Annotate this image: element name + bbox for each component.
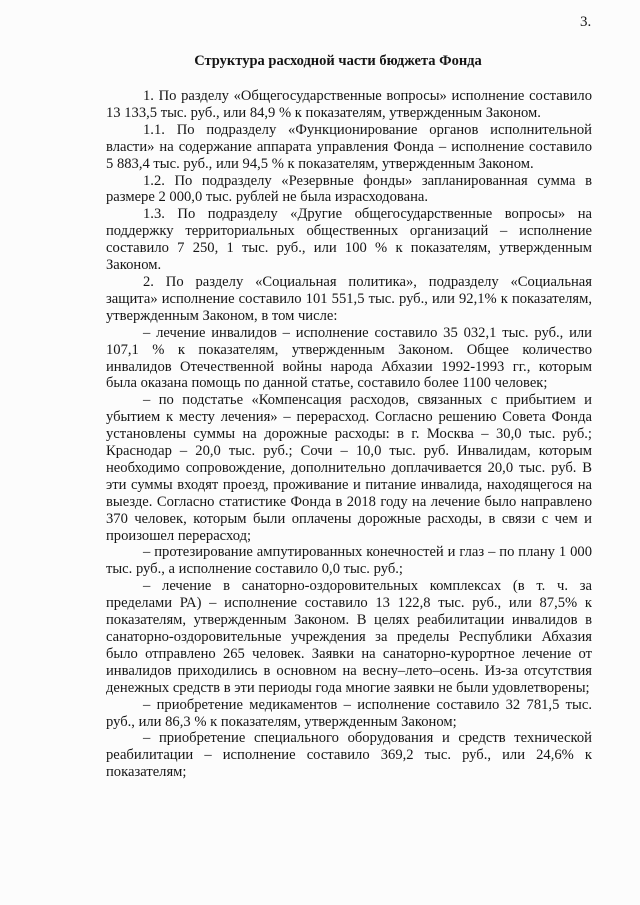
document-body <box>106 88 592 781</box>
bullet-equipment: – приобретение специального оборудования и средств технической реабилитации – исполнение составило 369,2 тыс. руб., или 24,6% к показателям; <box>106 730 592 781</box>
bullet-travel-compensation: – по подстатье «Компенсация расходов, связанных с прибытием и убытием к месту лечения» – перерасход. Согласно решению Совета Фонда установлены суммы на дорожные расходы: в г. Москва – 30,0 тыс. руб.; Краснодар – 20,0 тыс. руб.; Сочи – 10,0 тыс. руб. Инвалидам, которым необходимо сопровождение, дополнительно доплачивается 20,0 тыс. руб. В эти суммы входят проезд, проживание и питание инвалида, находящегося на выезде. Согласно статистике Фонда в 2018 году на лечение было направлено 370 человек, которым были оплачены дорожные расходы, в связи с чем и произошел перерасход; <box>106 392 592 544</box>
paragraph-1-3: 1.3. По подразделу «Другие общегосударственные вопросы» на поддержку территориальных общественных организаций – исполнение составило 7 250, 1 тыс. руб., или 100 % к показателям, утвержденным Законом. <box>106 206 592 274</box>
page-number: 3. <box>580 14 592 30</box>
bullet-prosthetics: – протезирование ампутированных конечностей и глаз – по плану 1 000 тыс. руб., а исполнение составило 0,0 тыс. руб.; <box>106 544 592 578</box>
paragraph-2: 2. По разделу «Социальная политика», подразделу «Социальная защита» исполнение составило 101 551,5 тыс. руб., или 92,1% к показателям, утвержденным Законом, в том числе: <box>106 273 592 324</box>
bullet-sanatorium: – лечение в санаторно-оздоровительных комплексах (в т. ч. за пределами РА) – исполнение составило 13 122,8 тыс. руб., или 87,5% к показателям, утвержденным Законом. В целях реабилитации инвалидов в санаторно-оздоровительные учреждения за пределы Республики Абхазия было отправлено 265 человек. Заявки на санаторно-курортное лечение от инвалидов приходились в основном на весну–лето–осень. Из-за отсутствия денежных средств в эти периоды года многие заявки не были удовлетворены; <box>106 578 592 696</box>
paragraph-1-1: 1.1. По подразделу «Функционирование органов исполнительной власти» на содержание аппарата управления Фонда – исполнение составило 5 883,4 тыс. руб., или 94,5 % к показателям, утвержденным Законом. <box>106 121 592 172</box>
paragraph-1-2: 1.2. По подразделу «Резервные фонды» запланированная сумма в размере 2 000,0 тыс. рублей не была израсходована. <box>106 172 592 206</box>
document-title: Структура расходной части бюджета Фонда <box>194 53 482 69</box>
bullet-treatment: – лечение инвалидов – исполнение составило 35 032,1 тыс. руб., или 107,1 % к показателям, утвержденным Законом. Общее количество инвалидов Отечественной войны народа Абхазии 1992-1993 гг., которым была оказана помощь по данной статье, составило более 1100 человек; <box>106 324 592 392</box>
paragraph-1: 1. По разделу «Общегосударственные вопросы» исполнение составило 13 133,5 тыс. руб., или 84,9 % к показателям, утвержденным Законом. <box>106 88 592 121</box>
bullet-medications: – приобретение медикаментов – исполнение составило 32 781,5 тыс. руб., или 86,3 % к показателям, утвержденным Законом; <box>106 696 592 730</box>
